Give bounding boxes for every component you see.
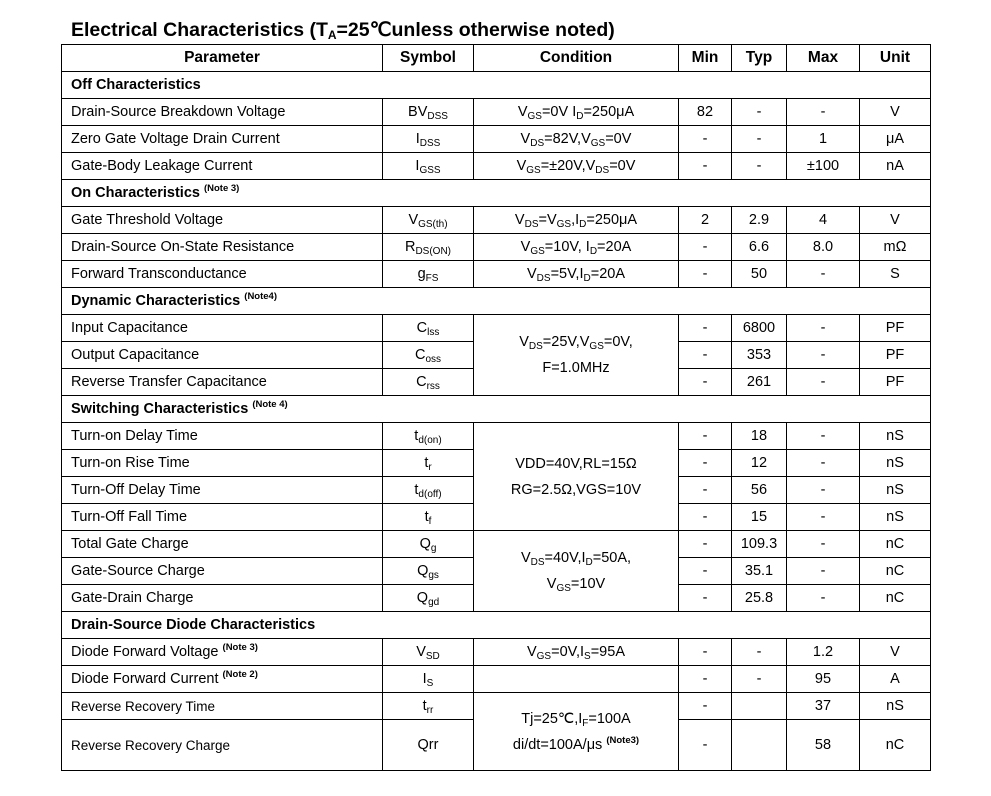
typ-cell: 35.1 (732, 558, 787, 585)
condition-cell: $V_{GS}=0V,I_S=95A$ (474, 639, 679, 666)
typ-cell: 50 (732, 261, 787, 288)
unit-cell: nS (860, 477, 931, 504)
min-cell: - (679, 423, 732, 450)
symbol-cell: $I_S$ (383, 666, 474, 693)
typ-cell: - (732, 99, 787, 126)
min-cell: - (679, 585, 732, 612)
symbol-cell: $Q_{gs}$ (383, 558, 474, 585)
section-row (62, 72, 931, 99)
typ-cell: 6800 (732, 315, 787, 342)
header-row (62, 45, 931, 72)
unit-cell: V (860, 99, 931, 126)
param-cell: Drain-Source Breakdown Voltage (62, 99, 383, 126)
min-cell: - (679, 720, 732, 771)
unit-cell: V (860, 639, 931, 666)
param-cell: Gate Threshold Voltage (62, 207, 383, 234)
symbol-cell: $Q_{gd}$ (383, 585, 474, 612)
param-cell: Turn-on Delay Time (62, 423, 383, 450)
section-off (62, 72, 931, 99)
max-cell: - (787, 261, 860, 288)
symbol-cell: $t_r$ (383, 450, 474, 477)
section-label: On Characteristics (71, 185, 200, 201)
max-cell: - (787, 423, 860, 450)
param-cell: Reverse Recovery Time (62, 693, 383, 720)
typ-cell: - (732, 666, 787, 693)
header-parameter: Parameter (62, 45, 383, 72)
max-cell: - (787, 477, 860, 504)
note-ref: (Note 2) (222, 669, 258, 680)
max-cell: - (787, 531, 860, 558)
param-cell: Forward Transconductance (62, 261, 383, 288)
header-condition: Condition (474, 45, 679, 72)
symbol-cell: Qrr (383, 720, 474, 771)
symbol-cell: $I_{DSS}$ (383, 126, 474, 153)
note-ref: (Note3) (606, 734, 640, 746)
unit-cell: nS (860, 423, 931, 450)
condition-cell: $V_{DS}=5V,I_D=20A$ (474, 261, 679, 288)
typ-cell: 18 (732, 423, 787, 450)
param-cell: Total Gate Charge (62, 531, 383, 558)
symbol-cell: $t_f$ (383, 504, 474, 531)
min-cell: - (679, 477, 732, 504)
section-label: Dynamic Characteristics (71, 293, 241, 309)
max-cell: - (787, 342, 860, 369)
condition-cell-recovery: $Tj=25℃,I_F=100A$ di/dt=100A/μs $^{(Note3)}$ (474, 693, 679, 771)
title-prefix: Electrical Characteristics (T (71, 19, 328, 41)
symbol-cell: $C_{oss}$ (383, 342, 474, 369)
min-cell: - (679, 261, 732, 288)
unit-cell: nC (860, 585, 931, 612)
typ-cell (732, 720, 787, 771)
typ-cell: 109.3 (732, 531, 787, 558)
min-cell: 2 (679, 207, 732, 234)
header-symbol: Symbol (383, 45, 474, 72)
max-cell: 58 (787, 720, 860, 771)
max-cell: 1 (787, 126, 860, 153)
param-cell: Diode Forward Current $^{(Note 2)}$ (62, 666, 383, 693)
min-cell: - (679, 450, 732, 477)
section-on (62, 180, 931, 207)
unit-cell: PF (860, 369, 931, 396)
symbol-cell: $t_{d(on)}$ (383, 423, 474, 450)
table-row (62, 261, 931, 288)
typ-cell: - (732, 126, 787, 153)
table-row (62, 693, 931, 720)
table-row (62, 153, 931, 180)
title-subscript: A (327, 28, 337, 42)
symbol-cell: $V_{GS(th)}$ (383, 207, 474, 234)
param-cell: Input Capacitance (62, 315, 383, 342)
symbol-cell: $g_{FS}$ (383, 261, 474, 288)
condition-cell-capacitance: $V_{DS}=25V,V_{GS}=0V$, F=1.0MHz (474, 315, 679, 396)
symbol-cell: $t_{d(off)}$ (383, 477, 474, 504)
condition-cell-switching: VDD=40V,RL=15Ω RG=2.5Ω,VGS=10V (474, 423, 679, 531)
unit-cell: S (860, 261, 931, 288)
section-row (62, 180, 931, 207)
symbol-cell: $Q_g$ (383, 531, 474, 558)
max-cell: - (787, 585, 860, 612)
param-cell: Turn-Off Delay Time (62, 477, 383, 504)
symbol-cell: $I_{GSS}$ (383, 153, 474, 180)
condition-cell: $V_{GS}=\pm 20V,V_{DS}=0V$ (474, 153, 679, 180)
unit-cell: nA (860, 153, 931, 180)
param-cell: Turn-on Rise Time (62, 450, 383, 477)
min-cell: 82 (679, 99, 732, 126)
symbol-cell: $V_{SD}$ (383, 639, 474, 666)
symbol-cell: $BV_{DSS}$ (383, 99, 474, 126)
min-cell: - (679, 369, 732, 396)
header-min: Min (679, 45, 732, 72)
unit-cell: PF (860, 342, 931, 369)
max-cell: - (787, 315, 860, 342)
symbol-cell: $C_{lss}$ (383, 315, 474, 342)
param-cell: Diode Forward Voltage $^{(Note 3)}$ (62, 639, 383, 666)
param-cell: Reverse Recovery Charge (62, 720, 383, 771)
note-ref: (Note4) (244, 291, 278, 302)
unit-cell: A (860, 666, 931, 693)
table-row (62, 234, 931, 261)
unit-cell: mΩ (860, 234, 931, 261)
typ-cell: 2.9 (732, 207, 787, 234)
condition-cell: $V_{GS}=0V$ $I_D=250\mu A$ (474, 99, 679, 126)
param-cell: Gate-Body Leakage Current (62, 153, 383, 180)
unit-cell: PF (860, 315, 931, 342)
table-row (62, 666, 931, 693)
min-cell: - (679, 504, 732, 531)
typ-cell: 25.8 (732, 585, 787, 612)
note-ref: (Note 4) (252, 399, 288, 410)
unit-cell: nC (860, 558, 931, 585)
min-cell: - (679, 126, 732, 153)
param-cell: Gate-Source Charge (62, 558, 383, 585)
table-row (62, 207, 931, 234)
table-row (62, 126, 931, 153)
table-row (62, 639, 931, 666)
min-cell: - (679, 693, 732, 720)
condition-cell-gate-charge: $V_{DS}=40V,I_D=50A$, $V_{GS}=10V$ (474, 531, 679, 612)
unit-cell: μA (860, 126, 931, 153)
max-cell: 4 (787, 207, 860, 234)
section-dynamic (62, 288, 931, 315)
symbol-cell: $R_{DS(ON)}$ (383, 234, 474, 261)
section-label: Drain-Source Diode Characteristics (71, 617, 316, 633)
max-cell: ±100 (787, 153, 860, 180)
min-cell: - (679, 342, 732, 369)
condition-cell (474, 666, 679, 693)
min-cell: - (679, 558, 732, 585)
min-cell: - (679, 666, 732, 693)
table-row (62, 99, 931, 126)
min-cell: - (679, 234, 732, 261)
condition-cell: $V_{GS}=10V$, $I_D=20A$ (474, 234, 679, 261)
min-cell: - (679, 531, 732, 558)
section-row (62, 612, 931, 639)
table-row (62, 315, 931, 342)
max-cell: - (787, 450, 860, 477)
unit-cell: V (860, 207, 931, 234)
typ-cell: - (732, 639, 787, 666)
table-title (71, 18, 615, 42)
param-cell: Turn-Off Fall Time (62, 504, 383, 531)
max-cell: - (787, 558, 860, 585)
electrical-characteristics-table (61, 44, 931, 771)
header-unit: Unit (860, 45, 931, 72)
unit-cell: nC (860, 720, 931, 771)
header-max: Max (787, 45, 860, 72)
section-row (62, 396, 931, 423)
typ-cell (732, 693, 787, 720)
param-cell: Zero Gate Voltage Drain Current (62, 126, 383, 153)
max-cell: - (787, 99, 860, 126)
max-cell: 95 (787, 666, 860, 693)
section-label: Switching Characteristics (71, 401, 249, 417)
condition-cell: $V_{DS}=V_{GS},I_D=250\mu A$ (474, 207, 679, 234)
typ-cell: 15 (732, 504, 787, 531)
section-row (62, 288, 931, 315)
section-diode (62, 612, 931, 639)
typ-cell: 6.6 (732, 234, 787, 261)
max-cell: - (787, 369, 860, 396)
table-row (62, 531, 931, 558)
max-cell: 1.2 (787, 639, 860, 666)
typ-cell: 56 (732, 477, 787, 504)
typ-cell: - (732, 153, 787, 180)
typ-cell: 353 (732, 342, 787, 369)
note-ref: (Note 3) (222, 642, 258, 653)
param-cell: Reverse Transfer Capacitance (62, 369, 383, 396)
symbol-cell: $C_{rss}$ (383, 369, 474, 396)
max-cell: 8.0 (787, 234, 860, 261)
typ-cell: 12 (732, 450, 787, 477)
max-cell: - (787, 504, 860, 531)
unit-cell: nS (860, 504, 931, 531)
unit-cell: nC (860, 531, 931, 558)
unit-cell: nS (860, 450, 931, 477)
param-cell: Gate-Drain Charge (62, 585, 383, 612)
section-switching (62, 396, 931, 423)
section-label: Off Characteristics (71, 77, 201, 93)
header-typ: Typ (732, 45, 787, 72)
param-cell: Drain-Source On-State Resistance (62, 234, 383, 261)
unit-cell: nS (860, 693, 931, 720)
max-cell: 37 (787, 693, 860, 720)
min-cell: - (679, 639, 732, 666)
min-cell: - (679, 153, 732, 180)
note-ref: (Note 3) (203, 183, 240, 194)
condition-cell: $V_{DS}=82V,V_{GS}=0V$ (474, 126, 679, 153)
title-suffix: =25℃unless otherwise noted) (336, 19, 615, 41)
symbol-cell: $t_{rr}$ (383, 693, 474, 720)
min-cell: - (679, 315, 732, 342)
typ-cell: 261 (732, 369, 787, 396)
table-row (62, 423, 931, 450)
param-cell: Output Capacitance (62, 342, 383, 369)
